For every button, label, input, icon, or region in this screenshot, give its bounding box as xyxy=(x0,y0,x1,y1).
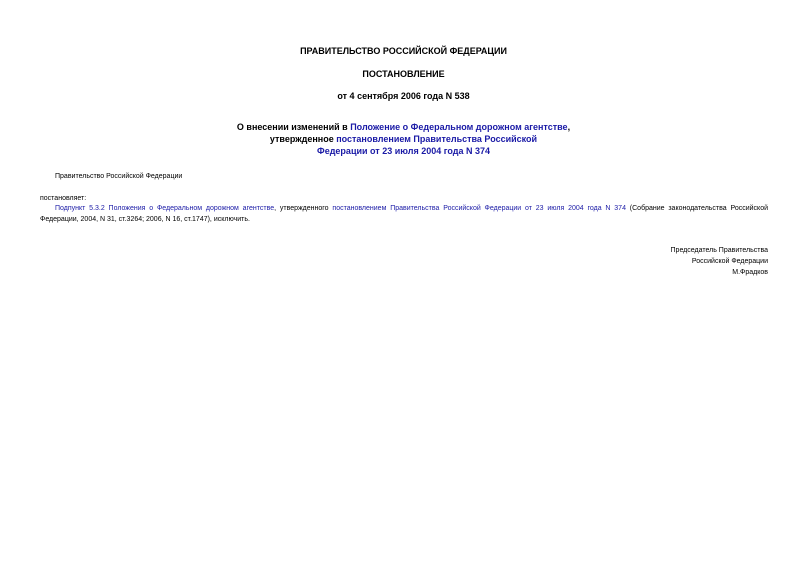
link-resolution-body[interactable]: постановлением Правительства Российской Федерации от 23 июля 2004 года N 374 xyxy=(332,205,626,212)
signature-org: Российской Федерации xyxy=(691,258,768,265)
link-resolution-part2[interactable]: Федерации от 23 июля 2004 года N 374 xyxy=(317,146,490,156)
document-date-number: от 4 сентября 2006 года N 538 xyxy=(337,91,470,101)
title-line-3 xyxy=(0,145,807,157)
paragraph-text-a: , утвержденного xyxy=(274,205,333,212)
document-title xyxy=(0,121,807,157)
title-comma: , xyxy=(567,122,571,132)
government-heading: ПРАВИТЕЛЬСТВО РОССИЙСКОЙ ФЕДЕРАЦИИ xyxy=(300,46,507,56)
signature-position: Председатель Правительства xyxy=(670,247,768,254)
government-line: Правительство Российской Федерации xyxy=(55,173,183,180)
link-subclause[interactable]: Подпункт 5.3.2 Положения о Федеральном дорожном агентстве xyxy=(55,205,275,212)
link-regulation[interactable]: Положение о Федеральном дорожном агентстве xyxy=(350,122,568,132)
paragraph-text-b: (Собрание законодательства Российской Федерации, 2004, N 31, ст.3264; 2006, N 16, ст.1747), исключить. xyxy=(40,205,769,223)
document-type: ПОСТАНОВЛЕНИЕ xyxy=(362,69,445,79)
link-resolution-part1[interactable]: постановлением Правительства Российской xyxy=(336,134,538,144)
title-line-1 xyxy=(0,121,807,133)
title-prefix: О внесении изменений в xyxy=(236,122,351,132)
decree-word: постановляет: xyxy=(40,195,87,202)
signature-name: М.Фрадков xyxy=(732,269,768,276)
signature-block xyxy=(671,245,768,278)
title-approved: утвержденное xyxy=(269,134,337,144)
decree-paragraph xyxy=(40,203,768,225)
title-line-2 xyxy=(0,133,807,145)
